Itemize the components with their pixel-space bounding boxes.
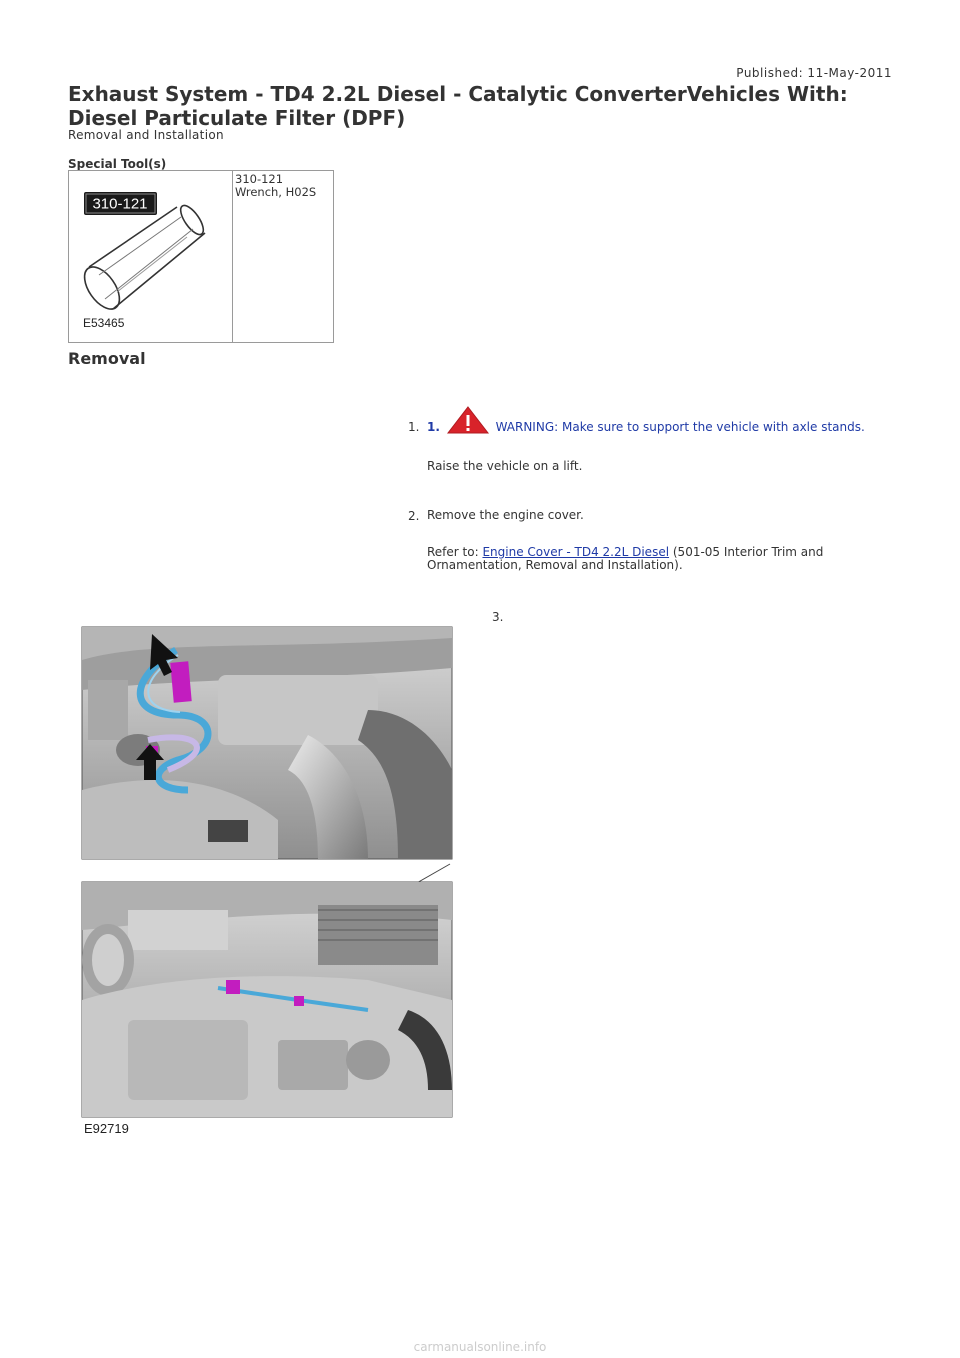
tool-badge: 310-121 xyxy=(92,195,148,213)
wrench-illustration xyxy=(69,171,232,338)
step-1-warning xyxy=(427,405,867,435)
page-subtitle: Removal and Installation xyxy=(68,128,224,142)
step-1-text: Raise the vehicle on a lift. xyxy=(427,459,583,473)
step-1-warning-text: WARNING: Make sure to support the vehicle with axle stands. xyxy=(495,420,865,434)
figure-id: E92719 xyxy=(84,1121,129,1136)
engine-cover-link[interactable]: Engine Cover - TD4 2.2L Diesel xyxy=(482,545,670,559)
tool-code: 310-121 xyxy=(235,172,284,186)
removal-heading: Removal xyxy=(68,349,146,368)
special-tools-table xyxy=(68,170,334,343)
tool-figure-id: E53465 xyxy=(83,316,125,330)
step-2-number: 2. xyxy=(408,509,420,523)
tool-image-cell xyxy=(69,171,233,343)
special-tools-label: Special Tool(s) xyxy=(68,157,167,171)
footer-watermark[interactable]: carmanualsonline.info xyxy=(413,1340,547,1354)
tool-name: Wrench, H02S xyxy=(235,185,317,199)
step-1-number: 1. xyxy=(408,420,420,434)
step-2-reference xyxy=(427,546,877,572)
step-3-number: 3. xyxy=(492,610,504,624)
step-2-ref-prefix: Refer to: xyxy=(427,545,479,559)
page-title: Exhaust System - TD4 2.2L Diesel - Catalytic ConverterVehicles With: Diesel Particulate Filter (DPF) xyxy=(68,82,848,130)
step-1-link[interactable]: 1. xyxy=(427,420,440,434)
published-date: Published: 11-May-2011 xyxy=(736,66,892,80)
warning-icon xyxy=(446,405,490,435)
engine-bay-figure xyxy=(68,620,468,1140)
step-2-text: Remove the engine cover. xyxy=(427,508,584,522)
detail-view xyxy=(82,627,452,859)
step-2-ref-suffix: (501-05 Interior Trim and Ornamentation, Removal and Installation). xyxy=(427,545,824,572)
tool-description-cell xyxy=(233,171,334,343)
overview-view xyxy=(82,882,452,1136)
